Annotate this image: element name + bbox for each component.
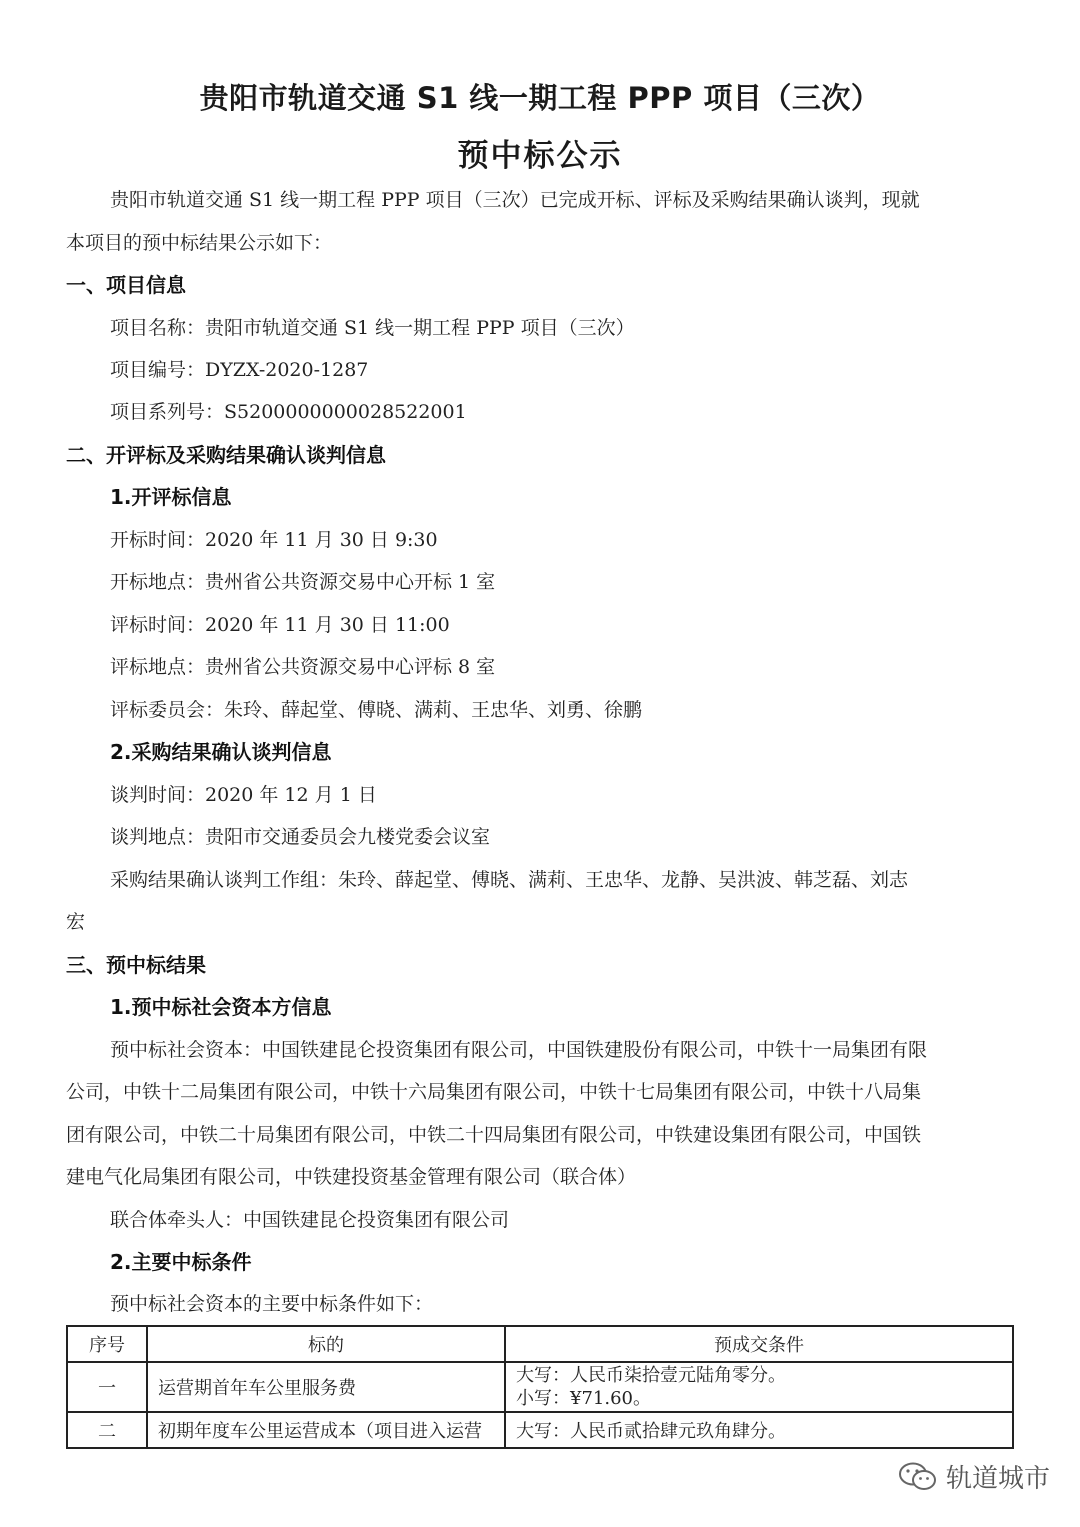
section-3-heading: 三、预中标结果 xyxy=(66,953,206,977)
capital-line-2: 公司，中铁十二局集团有限公司，中铁十六局集团有限公司，中铁十七局集团有限公司，中铁十八局集 xyxy=(66,1081,922,1103)
intro-line-2: 本项目的预中标结果公示如下： xyxy=(66,232,333,254)
table-cell-subject: 运营期首年车公里服务费 xyxy=(147,1362,505,1412)
wechat-icon xyxy=(898,1461,938,1493)
table-cell-no: 一 xyxy=(67,1362,147,1412)
table-header-cell: 标的 xyxy=(147,1326,505,1362)
conditions-intro: 预中标社会资本的主要中标条件如下： xyxy=(110,1293,434,1315)
table-header-cell: 预成交条件 xyxy=(505,1326,1013,1362)
section-2-heading: 二、开评标及采购结果确认谈判信息 xyxy=(66,443,386,467)
table-cell-subject: 初期年度车公里运营成本（项目进入运营 xyxy=(147,1412,505,1448)
table-header-row xyxy=(67,1326,1013,1362)
negotiation-place: 谈判地点：贵阳市交通委员会九楼党委会议室 xyxy=(110,826,491,848)
open-time: 开标时间：2020 年 11 月 30 日 9:30 xyxy=(110,529,438,551)
working-group-line-2: 宏 xyxy=(66,911,86,933)
project-name: 项目名称：贵阳市轨道交通 S1 线一期工程 PPP 项目（三次） xyxy=(110,317,635,339)
table-cell-no: 二 xyxy=(67,1412,147,1448)
table-row xyxy=(67,1412,1013,1448)
condition-uppercase: 大写：人民币柒拾壹元陆角零分。 xyxy=(516,1365,786,1386)
consortium-leader: 联合体牵头人：中国铁建昆仑投资集团有限公司 xyxy=(110,1209,510,1231)
watermark-text: 轨道城市 xyxy=(945,1464,1050,1494)
document-title-line2: 预中标公示 xyxy=(457,138,623,174)
condition-lowercase: 小写：¥71.60。 xyxy=(516,1388,651,1409)
section-1-heading: 一、项目信息 xyxy=(66,273,186,297)
negotiation-time: 谈判时间：2020 年 12 月 1 日 xyxy=(110,784,377,806)
eval-place: 评标地点：贵州省公共资源交易中心评标 8 室 xyxy=(110,656,496,678)
conditions-table xyxy=(66,1325,1014,1449)
table-cell-condition: 大写：人民币贰拾肆元玖角肆分。 xyxy=(505,1412,1013,1448)
table-row xyxy=(67,1362,1013,1412)
intro-line-1: 贵阳市轨道交通 S1 线一期工程 PPP 项目（三次）已完成开标、评标及采购结果确认谈判，现就 xyxy=(110,189,920,211)
section-3-sub-2: 2.主要中标条件 xyxy=(110,1250,252,1274)
table-header-cell: 序号 xyxy=(67,1326,147,1362)
eval-time: 评标时间：2020 年 11 月 30 日 11:00 xyxy=(110,614,450,636)
capital-line-4: 建电气化局集团有限公司，中铁建投资基金管理有限公司（联合体） xyxy=(66,1166,637,1188)
capital-line-1: 预中标社会资本：中国铁建昆仑投资集团有限公司，中国铁建股份有限公司，中铁十一局集团有限 xyxy=(110,1039,928,1061)
capital-line-3: 团有限公司，中铁二十局集团有限公司，中铁二十四局集团有限公司，中铁建设集团有限公司，中国铁 xyxy=(66,1124,922,1146)
table-cell-condition xyxy=(505,1362,1013,1412)
document-title-line1: 贵阳市轨道交通 S1 线一期工程 PPP 项目（三次） xyxy=(199,81,881,115)
section-2-sub-1: 1.开评标信息 xyxy=(110,485,232,509)
working-group-line-1: 采购结果确认谈判工作组：朱玲、薛起堂、傅晓、满莉、王忠华、龙静、吴洪波、韩芝磊、刘志 xyxy=(110,869,909,891)
project-number: 项目编号：DYZX-2020-1287 xyxy=(110,359,369,381)
eval-committee: 评标委员会：朱玲、薛起堂、傅晓、满莉、王忠华、刘勇、徐鹏 xyxy=(110,699,643,721)
section-2-sub-2: 2.采购结果确认谈判信息 xyxy=(110,740,332,764)
project-serial: 项目系列号：S5200000000028522001 xyxy=(110,401,467,423)
section-3-sub-1: 1.预中标社会资本方信息 xyxy=(110,995,332,1019)
open-place: 开标地点：贵州省公共资源交易中心开标 1 室 xyxy=(110,571,496,593)
watermark xyxy=(898,1458,1050,1495)
